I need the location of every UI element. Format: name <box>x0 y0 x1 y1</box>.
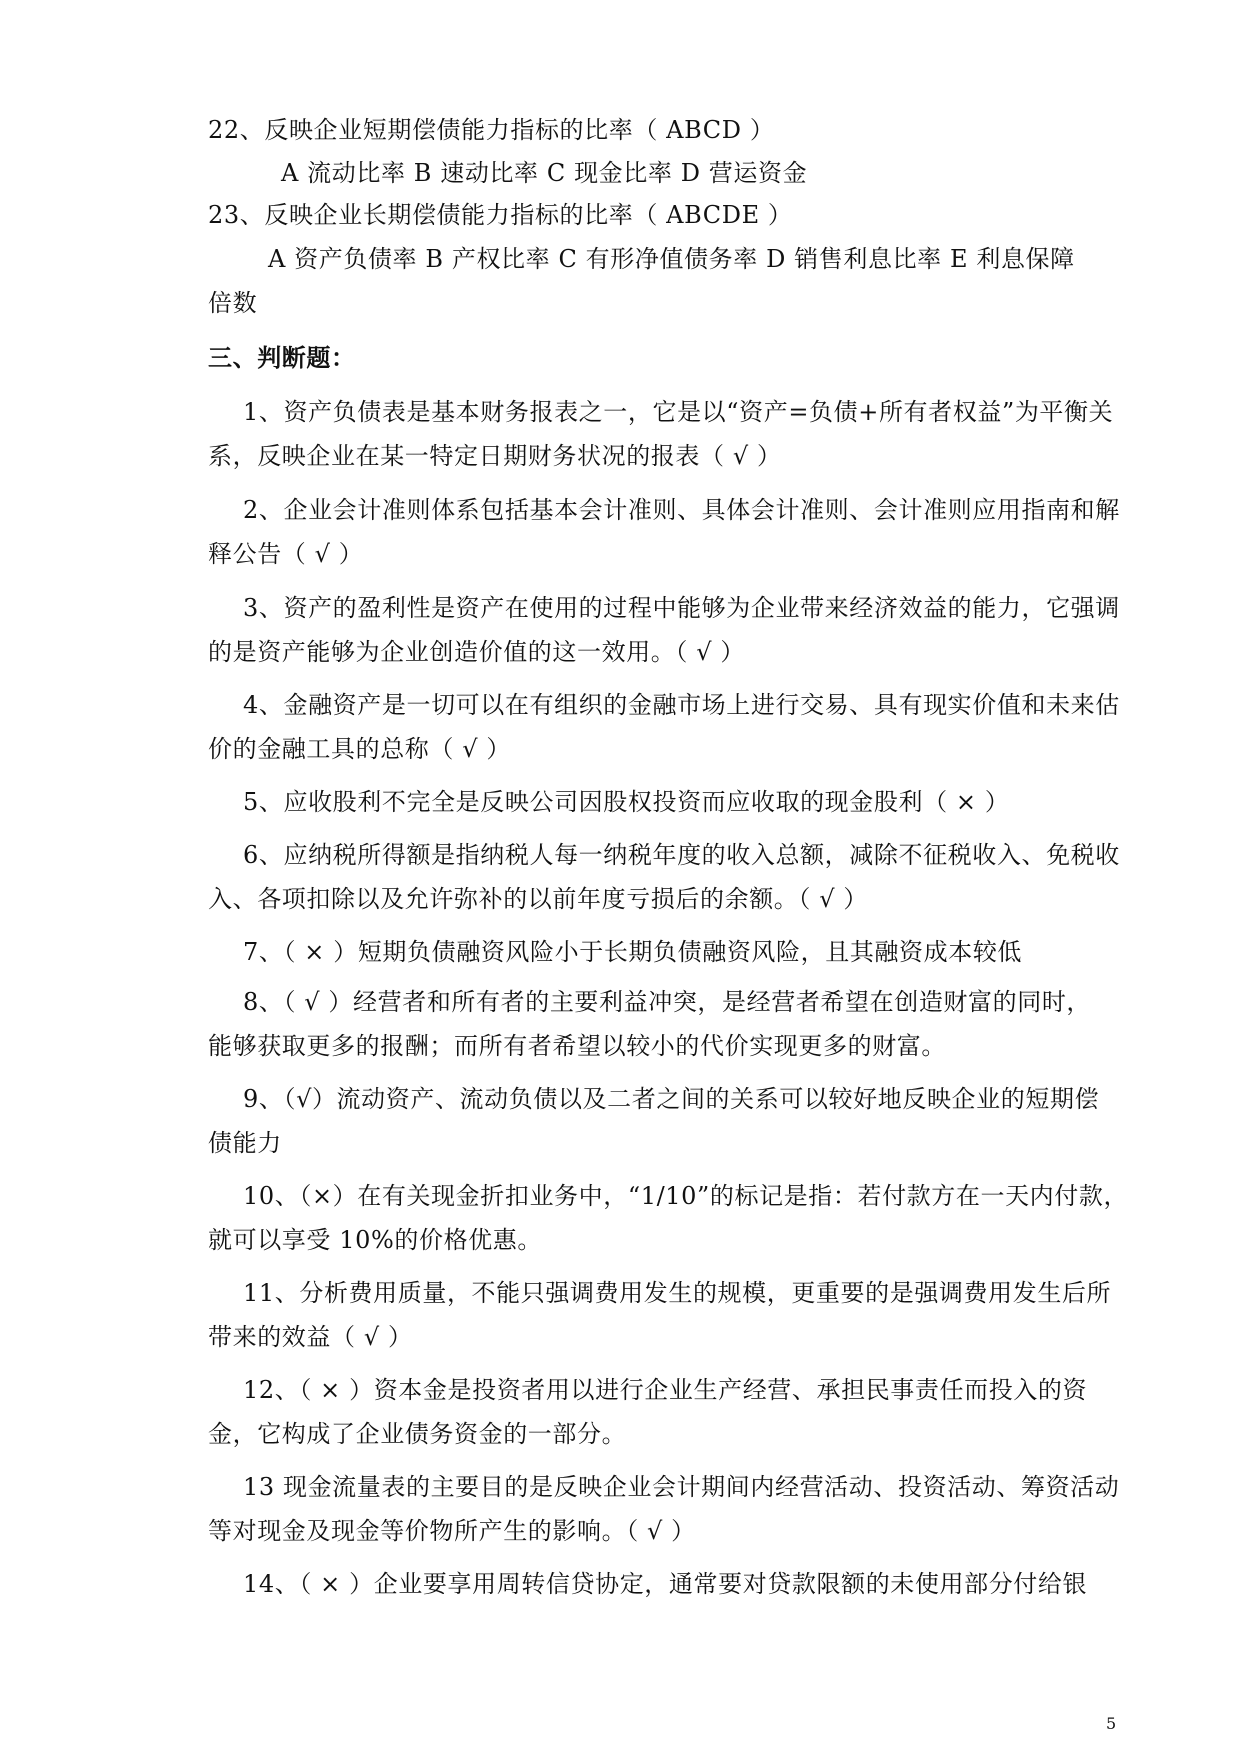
judgement-line: 8、（ √ ）经营者和所有者的主要利益冲突，是经营者希望在创造财富的同时， <box>243 988 1092 1016</box>
question-23: 23、反映企业长期偿债能力指标的比率（ ABCDE ） <box>208 201 793 229</box>
judgement-line: 就可以享受 10%的价格优惠。 <box>208 1226 542 1254</box>
judgement-line: 带来的效益（ √ ） <box>208 1323 413 1351</box>
judgement-line: 系，反映企业在某一特定日期财务状况的报表（ √ ） <box>208 442 782 470</box>
judgement-line: 9、（√）流动资产、流动负债以及二者之间的关系可以较好地反映企业的短期偿 <box>243 1085 1100 1113</box>
section-heading: 三、判断题： <box>208 343 356 372</box>
judgement-line: 入、各项扣除以及允许弥补的以前年度亏损后的余额。（ √ ） <box>208 885 868 913</box>
judgement-line: 6、应纳税所得额是指纳税人每一纳税年度的收入总额，减除不征税收入、免税收 <box>243 841 1120 869</box>
judgement-line: 的是资产能够为企业创造价值的这一效用。（ √ ） <box>208 638 745 666</box>
page-number: 5 <box>1106 1714 1117 1733</box>
question-22-options: A 流动比率 B 速动比率 C 现金比率 D 营运资金 <box>281 159 808 187</box>
question-22: 22、反映企业短期偿债能力指标的比率（ ABCD ） <box>208 116 775 144</box>
judgement-line: 价的金融工具的总称（ √ ） <box>208 735 511 763</box>
judgement-line: 5、应收股利不完全是反映公司因股权投资而应收取的现金股利（ × ） <box>243 788 1010 816</box>
judgement-line: 4、金融资产是一切可以在有组织的金融市场上进行交易、具有现实价值和未来估 <box>243 691 1120 719</box>
judgement-line: 释公告（ √ ） <box>208 540 364 568</box>
judgement-line: 2、企业会计准则体系包括基本会计准则、具体会计准则、会计准则应用指南和解 <box>243 496 1120 524</box>
question-23-options-continued: 倍数 <box>208 289 258 317</box>
judgement-line: 7、（ × ）短期负债融资风险小于长期负债融资风险，且其融资成本较低 <box>243 938 1023 966</box>
judgement-line: 金，它构成了企业债务资金的一部分。 <box>208 1420 627 1448</box>
judgement-line: 债能力 <box>208 1129 282 1157</box>
judgement-line: 11、分析费用质量，不能只强调费用发生的规模，更重要的是强调费用发生后所 <box>243 1279 1112 1307</box>
judgement-line: 13 现金流量表的主要目的是反映企业会计期间内经营活动、投资活动、筹资活动 <box>243 1473 1120 1501</box>
judgement-line: 能够获取更多的报酬；而所有者希望以较小的代价实现更多的财富。 <box>208 1032 946 1060</box>
judgement-line: 10、（×）在有关现金折扣业务中，“1/10”的标记是指：若付款方在一天内付款， <box>243 1182 1129 1210</box>
question-23-options: A 资产负债率 B 产权比率 C 有形净值债务率 D 销售利息比率 E 利息保障 <box>268 245 1075 273</box>
judgement-line: 14、（ × ）企业要享用周转信贷协定，通常要对贷款限额的未使用部分付给银 <box>243 1570 1088 1598</box>
judgement-line: 12、（ × ）资本金是投资者用以进行企业生产经营、承担民事责任而投入的资 <box>243 1376 1088 1404</box>
judgement-line: 3、资产的盈利性是资产在使用的过程中能够为企业带来经济效益的能力，它强调 <box>243 594 1120 622</box>
judgement-line: 1、资产负债表是基本财务报表之一，它是以“资产=负债+所有者权益”为平衡关 <box>243 398 1114 426</box>
judgement-line: 等对现金及现金等价物所产生的影响。（ √ ） <box>208 1517 696 1545</box>
